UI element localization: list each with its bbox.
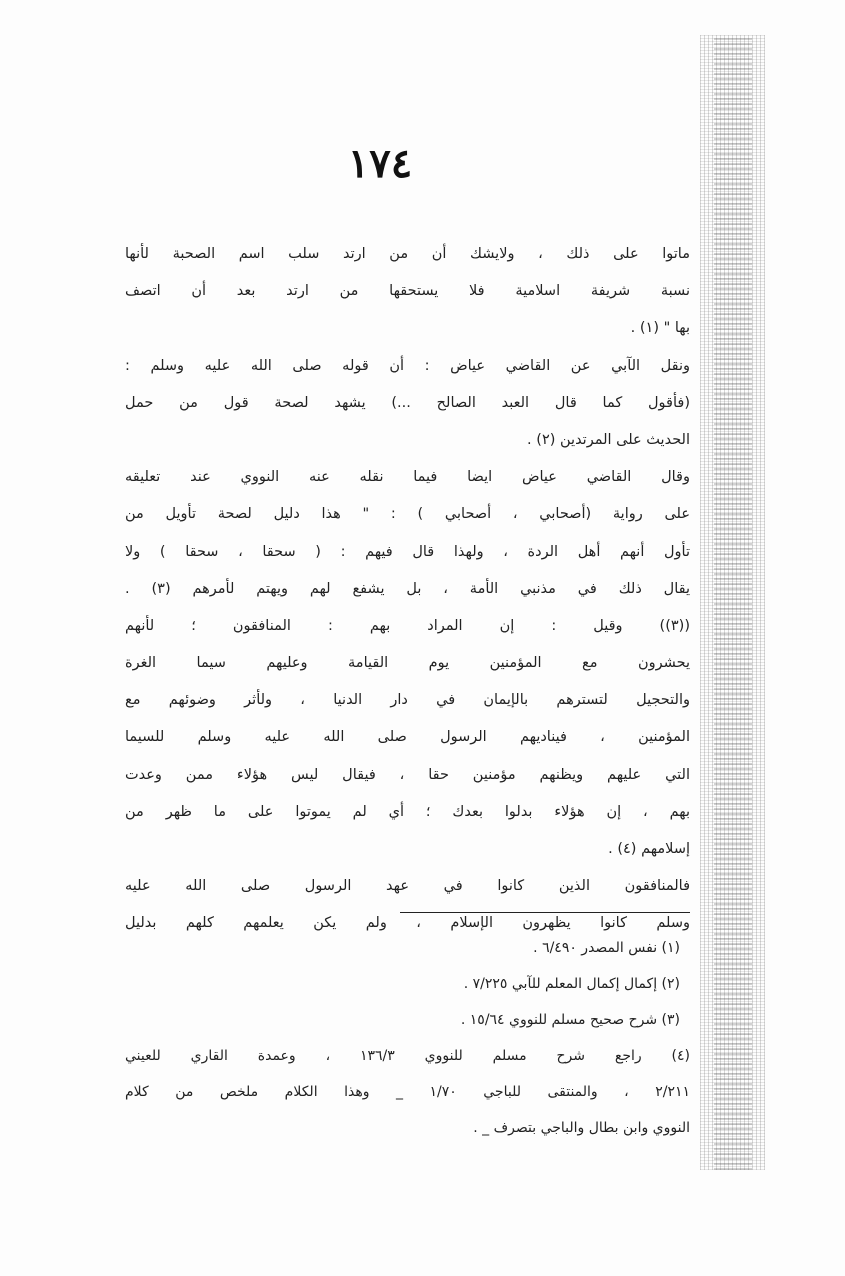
footnotes xyxy=(125,930,690,1146)
page-number: ١٧٤ xyxy=(347,140,413,187)
body-line: على رواية (أصحابي ، أصحابي ) : " هذا دليل لصحة تأويل من xyxy=(125,506,690,523)
footnote-line: (٢) إكمال إكمال المعلم للآبي ٧/٢٢٥ . xyxy=(463,976,680,992)
binding-scan-artifact xyxy=(700,35,765,1170)
body-line: بهم ، إن هؤلاء بدلوا بعدك ؛ أي لم يموتوا على ما ظهر من xyxy=(125,803,690,820)
footnote-line: النووي وابن بطال والباجي بتصرف _ . xyxy=(473,1120,690,1136)
body-line: ((٣)) وقيل : إن المراد بهم : المنافقون ؛ لأنهم xyxy=(125,617,690,634)
body-line: فالمنافقون الذين كانوا في عهد الرسول صلى الله عليه xyxy=(125,878,690,895)
footnote-line: ٢/٢١١ ، والمنتقى للباجي ١/٧٠ _ وهذا الكلام ملخص من كلام xyxy=(125,1084,690,1100)
body-line: يحشرون مع المؤمنين يوم القيامة وعليهم سيما الغرة xyxy=(125,655,690,672)
body-line: يقال ذلك في مذنبي الأمة ، بل يشفع لهم ويهتم لأمرهم (٣) . xyxy=(125,580,690,597)
body-line: التي عليهم ويظنهم مؤمنين حقا ، فيقال ليس هؤلاء ممن وعدت xyxy=(125,766,690,783)
body-text xyxy=(125,236,690,943)
body-line: تأول أنهم أهل الردة ، ولهذا قال فيهم : ( سحقا ، سحقا ) ولا xyxy=(125,543,690,560)
body-line: ماتوا على ذلك ، ولايشك أن من ارتد سلب اسم الصحبة لأنها xyxy=(125,246,690,262)
body-line: المؤمنين ، فيناديهم الرسول صلى الله عليه وسلم للسيما xyxy=(125,729,690,746)
body-line: وقال القاضي عياض ايضا فيما نقله عنه النووي عند تعليقه xyxy=(125,469,690,486)
body-line: الحديث على المرتدين (٢) . xyxy=(527,431,690,448)
footnote-line: (١) نفس المصدر ٦/٤٩٠ . xyxy=(533,940,680,956)
body-line: إسلامهم (٤) . xyxy=(608,841,690,857)
body-line: بها " (١) . xyxy=(630,320,690,337)
body-line: والتحجيل لتسترهم بالإيمان في دار الدنيا ، ولأثر وضوئهم مع xyxy=(125,692,690,709)
footnote-separator xyxy=(400,912,690,913)
body-line: نسبة شريفة اسلامية فلا يستحقها من ارتد بعد أن اتصف xyxy=(125,283,690,300)
body-line: (فأقول كما قال العبد الصالح ...) يشهد لصحة قول من حمل xyxy=(125,394,690,411)
footnote-line: (٤) راجع شرح مسلم للنووي ١٣٦/٣ ، وعمدة القاري للعيني xyxy=(125,1048,690,1064)
body-line: وسلم كانوا يظهرون الإسلام ، ولم يكن يعلمهم كلهم بدليل xyxy=(125,915,690,932)
body-line: ونقل الآبي عن القاضي عياض : أن قوله صلى الله عليه وسلم : xyxy=(125,357,690,374)
footnote-line: (٣) شرح صحيح مسلم للنووي ١٥/٦٤ . xyxy=(460,1012,680,1028)
